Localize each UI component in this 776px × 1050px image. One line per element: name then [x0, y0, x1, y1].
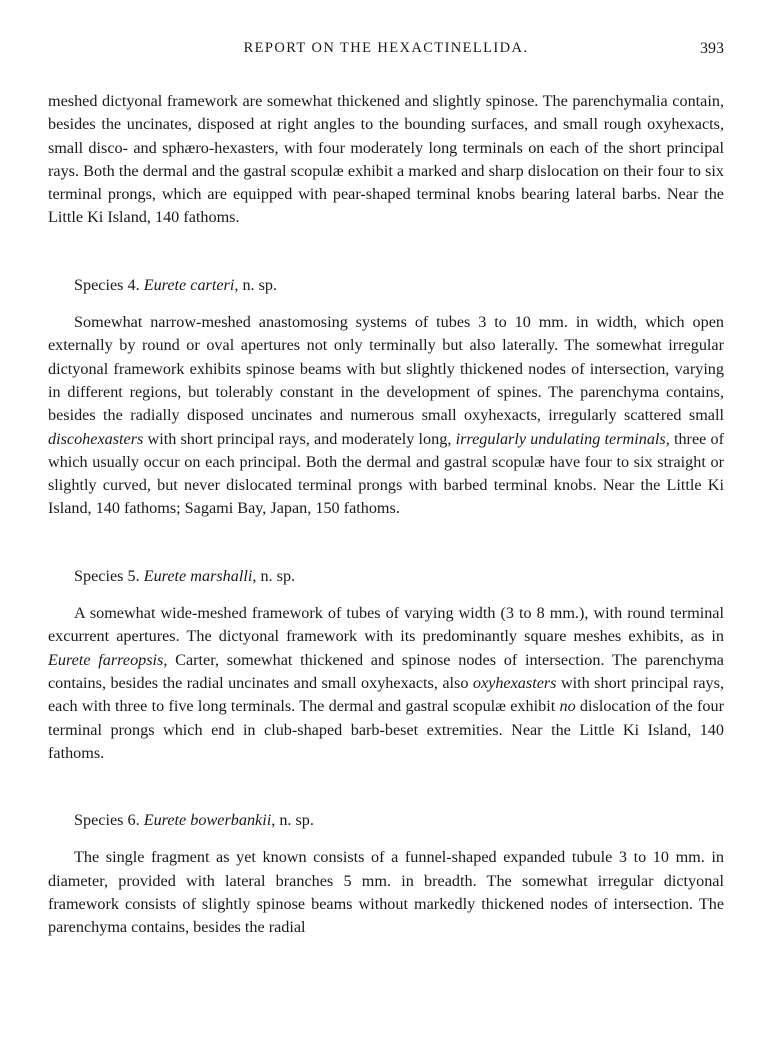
species-4-label: Species 4. — [74, 275, 140, 294]
species-6-heading — [74, 809, 724, 832]
intro-paragraph: meshed dictyonal framework are somewhat thickened and slightly spinose. The parenchymalia contain, besides the uncinates, disposed at right angles to the bounding surfaces, and small rough oxyhexacts, small disco- and sphæro-hexasters, with four moderately long terminals on each of the short principal rays. Both the dermal and the gastral scopulæ exhibit a marked and sharp dislocation on their four to six terminal prongs, which are equipped with pear-shaped terminal knobs bearing lateral barbs. Near the Little Ki Island, 140 fathoms. — [48, 92, 724, 227]
species-6-name: Eurete bowerbankii — [143, 811, 272, 830]
species-6-text-a: The single fragment as yet known consists of a funnel-shaped expanded tubule 3 to 10 mm. in diameter, provided with lateral branches 5 mm. in breadth. The somewhat irregular dictyonal framework consists of slightly spinose beams without markedly thickened nodes of intersection. The parenchyma contains, besides the radial — [48, 848, 724, 937]
species-5-text-a: A somewhat wide-meshed framework of tubes of varying width (3 to 8 mm.), with round terminal excurrent apertures. The dictyonal framework with its predominantly square meshes exhibits, as in — [48, 604, 724, 646]
species-4-text-b: discohexasters — [48, 429, 144, 448]
species-4-text-c: with short principal rays, and moderately long, — [143, 429, 456, 448]
species-6-description — [48, 846, 724, 939]
page-number: 393 — [700, 40, 724, 57]
species-5-text-e: with short principal rays, each with three to five long terminals. The dermal and gastral scopulæ exhibit — [48, 673, 724, 716]
species-5-text-b: Eurete farreopsis — [48, 650, 164, 669]
species-4-heading — [74, 274, 724, 297]
species-5-text-d: oxyhexasters — [472, 673, 557, 692]
species-5-text-g: dislocation of the four terminal prongs which end in club-shaped barb-beset extremities. Near the Little Ki Island, 140 fathoms. — [48, 697, 724, 762]
species-4-text-d: irregularly undulating terminals — [455, 429, 666, 448]
species-6-label: Species 6. — [74, 811, 140, 830]
species-6-suffix: , n. sp. — [271, 811, 314, 830]
species-5-text-c: , Carter, somewhat thickened and spinose nodes of intersection. The parenchyma contains, besides the radial uncinates and small oxyhexacts, also — [48, 650, 724, 692]
species-4-text-a: Somewhat narrow-meshed anastomosing systems of tubes 3 to 10 mm. in width, which open externally by round or oval apertures not only terminally but also laterally. The somewhat irregular dictyonal framework exhibits spinose beams with but slightly thickened nodes of intersection, varying in different regions, but tolerably constant in the development of spines. The parenchyma contains, besides the radially disposed uncinates and numerous small oxyhexacts, irregularly scattered small — [48, 313, 724, 425]
species-5-name: Eurete marshalli — [143, 566, 253, 585]
species-4-description — [48, 311, 724, 521]
species-5-description — [48, 602, 724, 765]
page-header — [48, 40, 724, 70]
species-4-name: Eurete carteri — [143, 275, 235, 294]
species-5-text-f: no — [559, 697, 576, 716]
species-5-suffix: , n. sp. — [252, 566, 296, 585]
species-5-heading — [74, 565, 724, 588]
species-5-label: Species 5. — [74, 566, 140, 585]
article-body — [48, 90, 724, 940]
running-title: REPORT ON THE HEXACTINELLIDA. — [243, 40, 529, 56]
species-4-text-e: , three of which usually occur on each principal. Both the dermal and gastral scopulæ have four to six straight or slightly curved, but never dislocated terminal prongs with barbed terminal knobs. Near the Little Ki Island, 140 fathoms; Sagami Bay, Japan, 150 fathoms. — [48, 429, 724, 518]
species-4-suffix: , n. sp. — [234, 275, 278, 294]
